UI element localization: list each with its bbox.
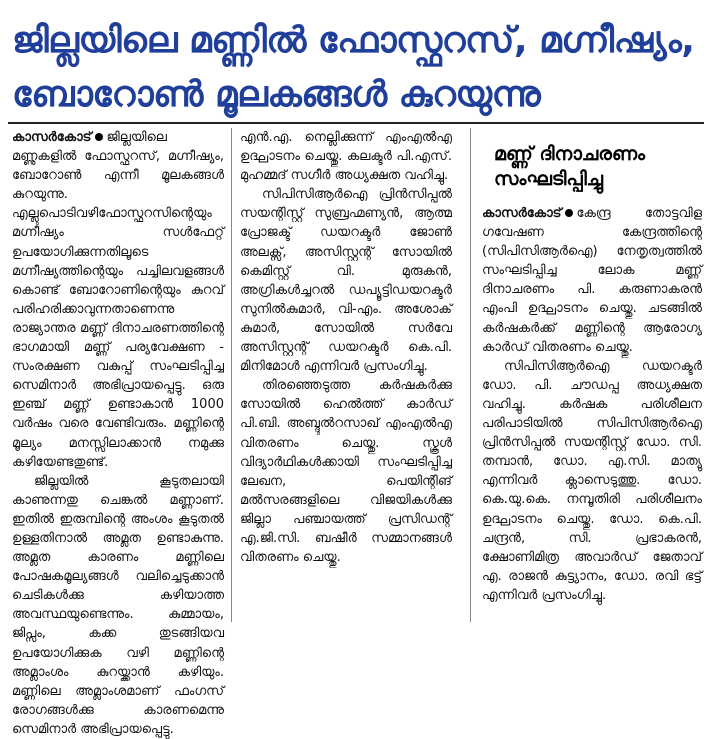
subheading-line-1: മണ്ണ് ദിനാചരണം [494,143,645,165]
article2-paragraph-2: സിപിസിആർഐ ഡയറക്ടർ ഡോ. പി. ചൗഡപ്പ അധ്യക്ഷത വഹിച്ചു. കർഷക പരിശീലന പരിപാടിയിൽ സിപിസിആർഐ പ്രിൻസിപ്പൽ സയന്റിസ്റ്റ് ഡോ. സി. തമ്പാൻ, ഡോ. എ.സി. മാത്യു എന്നിവർ ക്ലാസെടുത്തു. ഡോ. കെ.യു.കെ. നമ്പൂതിരി പരിശീലനം ഉദ്ഘാടനം ചെയ്തു. ഡോ. കെ.പി. ചന്ദ്രൻ, സി. പ്രഭാകരൻ, ക്ഷോണിമിത്ര അവാർഡ് ജേതാവ് എ. രാജൻ കുട്ട്യാനം, ഡോ. രവി ഭട്ട് എന്നിവർ പ്രസംഗിച്ചു. [482,358,702,603]
bullet-icon [565,209,573,217]
headline-rule [8,122,704,124]
article-paragraph-2: ജില്ലയിൽ കൂടുതലായി കാണുന്നതു ചെങ്കൽ മണ്ണാണ്. ഇതിൽ ഇരുമ്പിന്റെ അംശം കൂടുതൽ ഉള്ളതിനാൽ അമ്ലത ഉണ്ടാകുന്നു. അമ്ലത കാരണം മണ്ണിലെ പോഷകമൂല്യങ്ങൾ വലിച്ചെടുക്കാൻ ചെടികൾക്കു കഴിയാത്ത അവസ്ഥയുണ്ടെന്നും. കുമ്മായം, ജിപ്സം, കക്ക തുടങ്ങിയവ ഉപയോഗിക്കുക വഴി മണ്ണിന്റെ അമ്ലാംശം കുറയ്ക്കാൻ കഴിയും. മണ്ണിലെ അമ്ലാംശമാണ് ഫംഗസ് രോഗങ്ങൾക്കു കാരണമെന്നു സെമിനാർ അഭിപ്രായപ്പെട്ടു. [12,473,224,737]
subheading-line-2: സംഘടിപ്പിച്ചു [494,168,604,190]
headline-line-2: ബോറോൺ മൂലകങ്ങൾ കുറയുന്നു [12,74,541,115]
headline [12,14,702,122]
article2-p1-text: കേന്ദ്ര തോട്ടവിള ഗവേഷണ കേന്ദ്രത്തിന്റെ (സിപിസിആർഐ) നേതൃത്വത്തിൽ സംഘടിപ്പിച്ച ലോക മണ്ണ് ദിനാചരണം പി. കരുണാകരൻ എംപി ഉദ്ഘാടനം ചെയ്തു. ചടങ്ങിൽ കർഷകർക്ക് മണ്ണിന്റെ ആരോഗ്യ കാർഡ് വിതരണം ചെയ്തു. [482,206,702,355]
article-p1-text: ജില്ലയിലെ മണ്ണുകളിൽ ഫോസ്ഫറസ്, മഗ്നീഷ്യം, ബോറോൺ എന്നീ മൂലകങ്ങൾ കുറയുന്നു. എല്ലുപൊടിവഴിഫോസ്ഫറസിന്റെയും മഗ്നീഷ്യം സൾഫേറ്റ് ഉപയോഗിക്കുന്നതിലൂടെ മഗ്നീഷ്യത്തിന്റെയും പച്ചിലവളങ്ങൾ കൊണ്ട് ബോറോണിന്റെയും കുറവ് പരിഹരിക്കാവുന്നതാണെന്നു രാജ്യാന്തര മണ്ണ് ദിനാചരണത്തിന്റെ ഭാഗമായി മണ്ണ് പര്യവേക്ഷണ - സംരക്ഷണ വകുപ്പ് സംഘടിപ്പിച്ച സെമിനാർ അഭിപ്രായപ്പെട്ടു. ഒരു ഇഞ്ച് മണ്ണ് ഉണ്ടാകാൻ 1000 വർഷം വരെ വേണ്ടിവരും. മണ്ണിന്റെ മൂല്യം മനസ്സിലാക്കാൻ നമുക്കു കഴിയേണ്ടതുണ്ട്. [12,130,224,470]
article-column-1 [12,128,224,737]
article-paragraph-4: സിപിസിആർഐ പ്രിൻസിപ്പൽ സയന്റിസ്റ്റ് സുബ്രഹ്മണ്യൻ, ആത്മ പ്രോജക്ട് ഡയറക്ടർ ജോൺ അലക്സ്, അസിസ്റ്റന്റ് സോയിൽ കെമിസ്റ്റ് വി. മുരുകൻ, അഗ്രികൾച്ചറൽ ഡപ്യൂട്ടിഡയറക്ടർ സുനിൽകുമാർ, വി-എം. അശോക് കുമാർ, സോയിൽ സർവേ അസിസ്റ്റന്റ് ഡയറക്ടർ കെ.പി. മിനിമോൾ എന്നിവർ പ്രസംഗിച്ചു. [240,187,452,375]
column-divider-2 [470,128,471,622]
dateline: കാസർകോട് [12,130,92,145]
article-paragraph-3: എൻ.എ. നെല്ലിക്കുന്ന് എംഎൽഎ ഉദ്ഘാടനം ചെയ്തു. കലക്ടർ പി.എസ്. മുഹമ്മദ് സഗീർ അധ്യക്ഷത വഹിച്ചു. [240,130,452,184]
article-column-3 [482,128,702,624]
headline-line-1: ജില്ലയിലെ മണ്ണിൽ ഫോസ്ഫറസ്, മഗ്നീഷ്യം, [12,20,695,61]
article-paragraph-1 [12,128,224,472]
article2-dateline: കാസർകോട് [482,206,562,221]
subheading [494,142,702,192]
article-column-2 [240,128,452,624]
article2-paragraph-1 [482,204,702,357]
article-paragraph-5: തിരഞ്ഞെടുത്ത കർഷകർക്കു സോയിൽ ഹെൽത്ത് കാർഡ് പി.ബി. അബ്ദുൽറസാഖ് എംഎൽഎ വിതരണം ചെയ്തു. സ്കൂൾ വിദ്യാർഥികൾക്കായി സംഘടിപ്പിച്ച ലേഖന, പെയിന്റിങ് മൽസരങ്ങളിലെ വിജയികൾക്കു ജില്ലാ പഞ്ചായത്ത് പ്രസിഡന്റ് എ.ജി.സി. ബഷീർ സമ്മാനങ്ങൾ വിതരണം ചെയ്തു. [240,378,452,566]
bullet-icon [95,133,103,141]
column-divider-1 [231,128,232,622]
